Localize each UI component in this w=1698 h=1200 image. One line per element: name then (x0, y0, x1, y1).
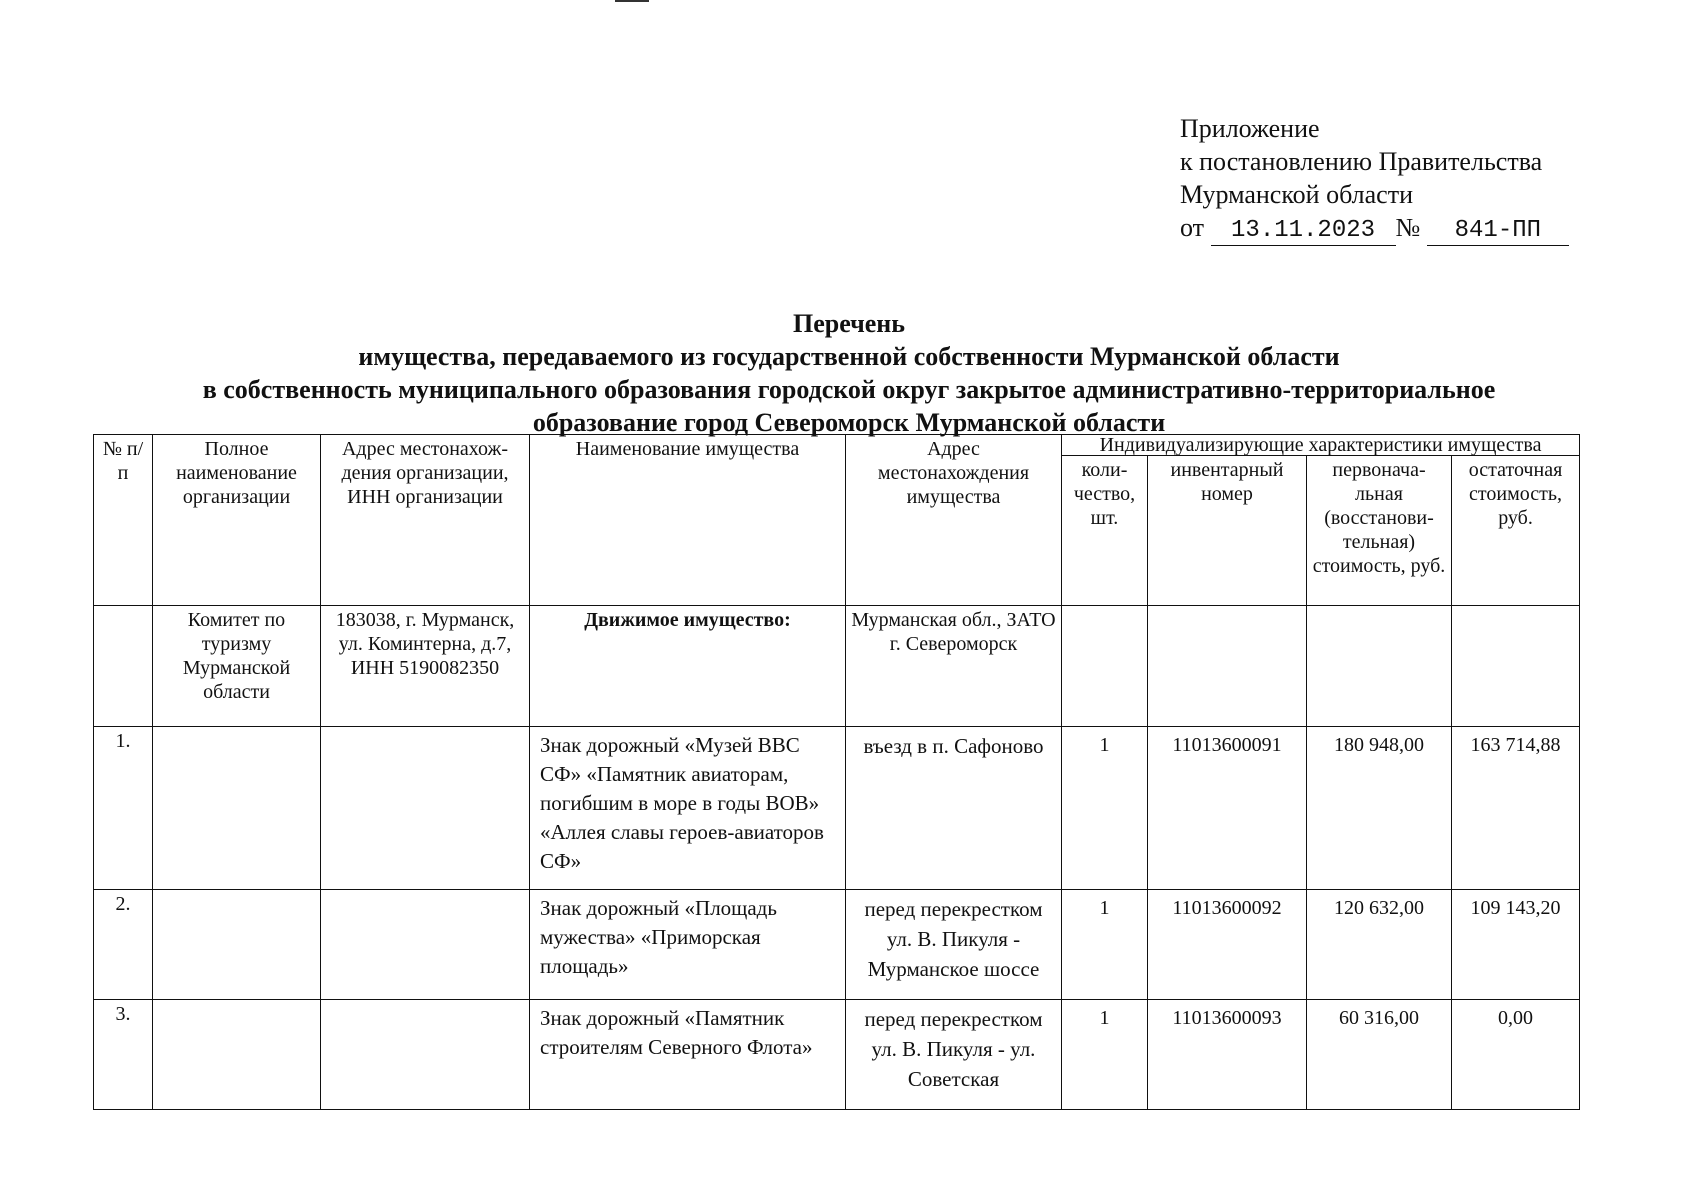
row-initial-cost: 120 632,00 (1307, 890, 1452, 1000)
org-row-num (94, 606, 153, 727)
appendix-number-label: № (1395, 213, 1421, 242)
org-row-quantity (1062, 606, 1148, 727)
appendix-line-4 (1180, 211, 1569, 246)
header-property-name: Наименование имущества (530, 435, 846, 606)
row-property-address: въезд в п. Сафоново (846, 727, 1062, 890)
row-inventory: 11013600091 (1148, 727, 1307, 890)
appendix-date: 13.11.2023 (1211, 217, 1396, 246)
row-initial-cost: 60 316,00 (1307, 1000, 1452, 1110)
title-line-4: образование город Североморск Мурманской области (532, 408, 1166, 437)
header-characteristics: Индивидуализирующие характеристики имущества (1062, 435, 1580, 456)
property-table (93, 434, 1580, 1110)
header-property-address: Адрес местонахождения имущества (846, 435, 1062, 606)
appendix-block (1180, 112, 1569, 246)
row-initial-cost: 180 948,00 (1307, 727, 1452, 890)
header-residual-cost: остаточная стоимость, руб. (1452, 456, 1580, 606)
row-property-address: перед перекрестком ул. В. Пикуля - ул. Советская (846, 1000, 1062, 1110)
top-scan-mark (615, 0, 649, 2)
title-line-1: Перечень (792, 309, 906, 338)
header-inventory: инвентарный номер (1148, 456, 1307, 606)
row-property-name: Знак дорожный «Памятник строителям Северного Флота» (530, 1000, 846, 1110)
org-row-residual-cost (1452, 606, 1580, 727)
row-org-address (321, 1000, 530, 1110)
row-residual-cost: 163 714,88 (1452, 727, 1580, 890)
row-residual-cost: 109 143,20 (1452, 890, 1580, 1000)
row-num: 3. (94, 1000, 153, 1110)
header-quantity: коли- чество, шт. (1062, 456, 1148, 606)
row-quantity: 1 (1062, 727, 1148, 890)
appendix-line-3: Мурманской области (1180, 180, 1413, 209)
org-row-initial-cost (1307, 606, 1452, 727)
header-num: № п/п (94, 435, 153, 606)
row-residual-cost: 0,00 (1452, 1000, 1580, 1110)
title-line-3: в собственность муниципального образования городской округ закрытое административно-территориальное (202, 375, 1496, 404)
row-num: 1. (94, 727, 153, 890)
appendix-number: 841-ПП (1427, 217, 1569, 246)
row-org (153, 1000, 321, 1110)
header-org: Полное наименование организации (153, 435, 321, 606)
row-quantity: 1 (1062, 890, 1148, 1000)
header-row (94, 435, 1580, 456)
org-name-cell: Комитет по туризму Мурманской области (153, 606, 321, 727)
document-title (0, 307, 1698, 439)
table-row (94, 727, 1580, 890)
row-org-address (321, 727, 530, 890)
org-address-cell: 183038, г. Мурманск, ул. Коминтерна, д.7, ИНН 5190082350 (321, 606, 530, 727)
org-row-inventory (1148, 606, 1307, 727)
row-num: 2. (94, 890, 153, 1000)
header-org-address: Адрес местонахож- дения организации, ИНН организации (321, 435, 530, 606)
row-org-address (321, 890, 530, 1000)
appendix-line-1: Приложение (1180, 114, 1320, 143)
header-initial-cost: первонача- льная (восстанови- тельная) стоимость, руб. (1307, 456, 1452, 606)
row-property-name: Знак дорожный «Музей ВВС СФ» «Памятник авиаторам, погибшим в море в годы ВОВ» «Аллея славы героев-авиаторов СФ» (530, 727, 846, 890)
row-inventory: 11013600092 (1148, 890, 1307, 1000)
movable-property-heading: Движимое имущество: (530, 606, 846, 727)
row-property-address: перед перекрестком ул. В. Пикуля - Мурманское шоссе (846, 890, 1062, 1000)
row-org (153, 890, 321, 1000)
row-org (153, 727, 321, 890)
appendix-line-2: к постановлению Правительства (1180, 147, 1543, 176)
org-row (94, 606, 1580, 727)
table-row (94, 1000, 1580, 1110)
title-line-2: имущества, передаваемого из государственной собственности Мурманской области (358, 342, 1340, 371)
property-region-cell: Мурманская обл., ЗАТО г. Североморск (846, 606, 1062, 727)
row-quantity: 1 (1062, 1000, 1148, 1110)
row-inventory: 11013600093 (1148, 1000, 1307, 1110)
table-row (94, 890, 1580, 1000)
row-property-name: Знак дорожный «Площадь мужества» «Приморская площадь» (530, 890, 846, 1000)
appendix-from-label: от (1180, 213, 1205, 242)
